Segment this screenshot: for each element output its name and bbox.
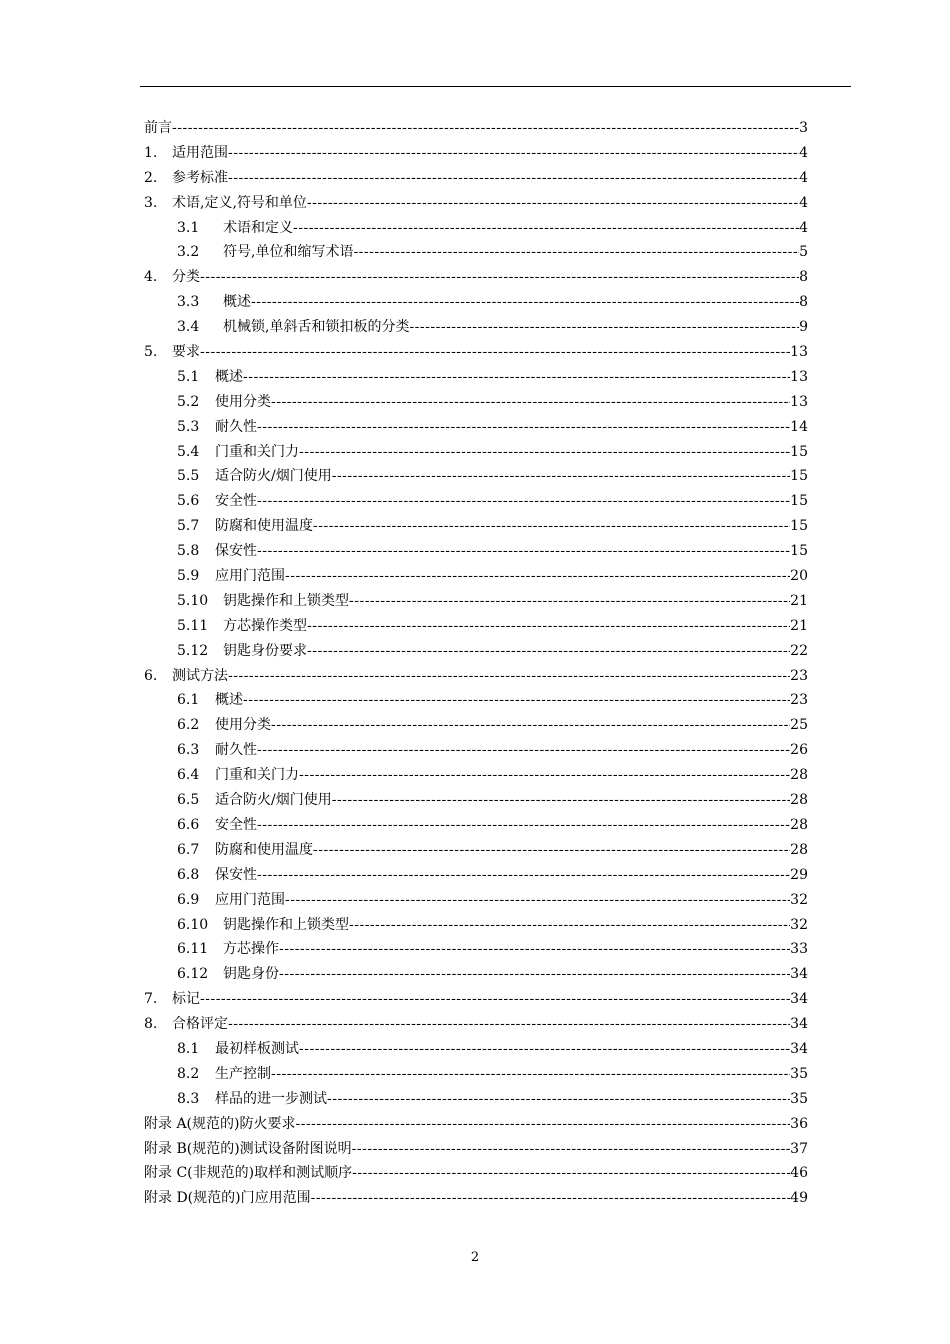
toc-entry (0, 913, 950, 938)
toc-entry-page: 28 (790, 816, 808, 833)
toc-entry (0, 863, 950, 888)
toc-entry-title: 概述 (223, 294, 251, 311)
toc-entry-title: 保安性 (215, 866, 257, 883)
toc-entry (0, 240, 950, 265)
toc-leader-dashes (257, 415, 790, 440)
toc-entry-number: 6.1 (177, 692, 200, 709)
toc-leader-dashes (285, 888, 790, 913)
toc-entry-page: 23 (790, 667, 808, 684)
toc-entry (0, 987, 950, 1012)
toc-leader-dashes (228, 166, 799, 191)
toc-entry-title: 术语和定义 (223, 219, 293, 236)
toc-entry-title: 前言 (144, 120, 172, 136)
toc-entry (0, 415, 950, 440)
toc-entry (0, 688, 950, 713)
toc-leader-dashes (307, 639, 790, 664)
toc-entry-title: 概述 (215, 368, 243, 385)
toc-entry (0, 614, 950, 639)
table-of-contents (0, 116, 950, 1211)
toc-leader-dashes (228, 141, 799, 166)
toc-entry-number: 5.8 (177, 543, 200, 560)
toc-leader-dashes (352, 1137, 791, 1162)
toc-leader-dashes (279, 937, 790, 962)
toc-entry-number: 3.4 (177, 319, 200, 336)
toc-entry-page: 4 (799, 194, 808, 211)
toc-entry-page: 14 (790, 418, 808, 435)
toc-entry (0, 664, 950, 689)
toc-entry-page: 34 (790, 966, 808, 983)
toc-entry-title: 应用门范围 (215, 891, 285, 908)
toc-leader-dashes (243, 365, 790, 390)
toc-entry-page: 4 (799, 169, 808, 186)
toc-entry-title: 附录 C(非规范的)取样和测试顺序 (144, 1165, 353, 1182)
toc-entry-number: 5.9 (177, 568, 200, 585)
toc-entry-number: 6.9 (177, 891, 200, 908)
toc-entry-number: 3.2 (177, 244, 200, 261)
toc-entry-title: 门重和关门力 (215, 443, 299, 460)
toc-entry-number: 6.2 (177, 717, 200, 734)
toc-entry (0, 888, 950, 913)
toc-entry (0, 962, 950, 987)
toc-entry-number: 5.7 (177, 518, 200, 535)
toc-entry-page: 15 (790, 493, 808, 510)
toc-entry (0, 315, 950, 340)
toc-entry-number: 6.6 (177, 816, 200, 833)
toc-entry-page: 29 (790, 866, 808, 883)
toc-leader-dashes (172, 116, 799, 141)
toc-entry-title: 使用分类 (215, 717, 271, 734)
toc-entry-page: 34 (790, 1040, 808, 1057)
toc-entry (0, 1161, 950, 1186)
toc-leader-dashes (349, 589, 790, 614)
toc-entry-page: 36 (790, 1115, 808, 1132)
toc-entry-page: 13 (790, 344, 808, 361)
toc-leader-dashes (257, 738, 790, 763)
toc-entry-page: 8 (799, 269, 808, 286)
toc-entry-page: 23 (790, 692, 808, 709)
toc-entry-page: 28 (790, 792, 808, 809)
toc-entry (0, 738, 950, 763)
toc-entry-page: 37 (790, 1140, 808, 1157)
toc-entry-title: 概述 (215, 692, 243, 709)
toc-leader-dashes (299, 440, 790, 465)
toc-entry-page: 15 (790, 518, 808, 535)
toc-leader-dashes (307, 191, 799, 216)
toc-entry (0, 191, 950, 216)
toc-entry (0, 216, 950, 241)
toc-entry-page: 15 (790, 468, 808, 485)
toc-entry-title: 标记 (172, 991, 200, 1008)
toc-leader-dashes (327, 1087, 790, 1112)
header-rule (140, 86, 851, 87)
toc-entry (0, 116, 950, 141)
toc-entry-page: 21 (790, 617, 808, 634)
toc-entry-title: 附录 B(规范的)测试设备附图说明 (144, 1140, 352, 1157)
toc-entry-page: 13 (790, 393, 808, 410)
toc-entry-title: 应用门范围 (215, 568, 285, 585)
toc-leader-dashes (279, 962, 790, 987)
toc-entry-number: 6.10 (177, 916, 209, 933)
toc-entry-number: 6. (144, 667, 158, 684)
toc-leader-dashes (271, 390, 790, 415)
toc-entry (0, 589, 950, 614)
toc-entry-page: 32 (790, 891, 808, 908)
toc-entry-page: 46 (790, 1165, 808, 1182)
toc-leader-dashes (257, 539, 790, 564)
toc-leader-dashes (271, 1062, 790, 1087)
toc-entry-page: 49 (790, 1190, 808, 1207)
toc-entry (0, 564, 950, 589)
toc-entry-page: 34 (790, 991, 808, 1008)
toc-leader-dashes (299, 1037, 790, 1062)
toc-entry-page: 15 (790, 543, 808, 560)
toc-entry-title: 保安性 (215, 543, 257, 560)
toc-entry (0, 1112, 950, 1137)
toc-leader-dashes (228, 1012, 790, 1037)
toc-entry-title: 安全性 (215, 493, 257, 510)
toc-entry-title: 参考标准 (172, 169, 228, 186)
toc-entry (0, 390, 950, 415)
toc-entry-title: 分类 (172, 269, 200, 286)
toc-entry-page: 35 (790, 1065, 808, 1082)
toc-entry-title: 钥匙操作和上锁类型 (223, 916, 349, 933)
toc-entry-number: 5.11 (177, 617, 209, 634)
toc-leader-dashes (285, 564, 790, 589)
toc-entry (0, 713, 950, 738)
toc-entry-page: 4 (799, 144, 808, 161)
toc-entry-title: 附录 D(规范的)门应用范围 (144, 1190, 311, 1207)
toc-entry-title: 机械锁,单斜舌和锁扣板的分类 (223, 319, 410, 336)
toc-entry (0, 639, 950, 664)
toc-entry-title: 符号,单位和缩写术语 (223, 244, 354, 261)
toc-entry-title: 要求 (172, 344, 200, 361)
toc-entry-page: 28 (790, 841, 808, 858)
toc-leader-dashes (409, 315, 799, 340)
toc-entry-number: 6.4 (177, 767, 200, 784)
toc-entry (0, 166, 950, 191)
toc-entry-title: 适合防火/烟门使用 (215, 792, 332, 809)
toc-entry-title: 钥匙操作和上锁类型 (223, 592, 349, 609)
toc-entry (0, 440, 950, 465)
toc-leader-dashes (200, 987, 790, 1012)
toc-entry (0, 265, 950, 290)
toc-entry-title: 耐久性 (215, 418, 257, 435)
toc-entry-page: 22 (790, 642, 808, 659)
toc-leader-dashes (257, 813, 790, 838)
toc-entry-number: 5.2 (177, 393, 200, 410)
toc-entry-title: 防腐和使用温度 (215, 841, 313, 858)
toc-leader-dashes (349, 913, 790, 938)
toc-entry (0, 290, 950, 315)
toc-leader-dashes (307, 614, 790, 639)
toc-entry-number: 4. (144, 269, 158, 286)
toc-entry-number: 3.3 (177, 294, 200, 311)
toc-entry-number: 8.3 (177, 1090, 200, 1107)
toc-entry-page: 3 (799, 120, 808, 136)
toc-entry (0, 514, 950, 539)
toc-entry-page: 9 (799, 319, 808, 336)
toc-entry-title: 最初样板测试 (215, 1040, 299, 1057)
toc-entry-page: 13 (790, 368, 808, 385)
page-number: 2 (470, 1250, 480, 1265)
toc-entry-title: 安全性 (215, 816, 257, 833)
toc-entry-number: 5.5 (177, 468, 200, 485)
toc-entry-title: 方芯操作类型 (223, 617, 307, 634)
toc-entry-number: 5.10 (177, 592, 209, 609)
toc-entry (0, 464, 950, 489)
toc-leader-dashes (243, 688, 790, 713)
toc-entry-title: 测试方法 (172, 667, 228, 684)
toc-entry (0, 763, 950, 788)
toc-leader-dashes (352, 1161, 790, 1186)
toc-entry-number: 8.2 (177, 1065, 200, 1082)
toc-entry-page: 25 (790, 717, 808, 734)
toc-entry (0, 937, 950, 962)
toc-entry-number: 5.3 (177, 418, 200, 435)
toc-entry-number: 5.4 (177, 443, 200, 460)
toc-entry-title: 耐久性 (215, 742, 257, 759)
toc-entry-title: 方芯操作 (223, 941, 279, 958)
toc-entry-number: 5. (144, 344, 158, 361)
toc-entry-number: 8.1 (177, 1040, 200, 1057)
toc-entry-title: 钥匙身份要求 (223, 642, 307, 659)
toc-entry-title: 合格评定 (172, 1016, 228, 1033)
toc-entry-title: 防腐和使用温度 (215, 518, 313, 535)
toc-leader-dashes (251, 290, 799, 315)
toc-entry (0, 1012, 950, 1037)
toc-entry-page: 21 (790, 592, 808, 609)
toc-entry-page: 33 (790, 941, 808, 958)
toc-entry-page: 32 (790, 916, 808, 933)
toc-entry (0, 340, 950, 365)
toc-entry-number: 6.5 (177, 792, 200, 809)
toc-entry-title: 附录 A(规范的)防火要求 (144, 1115, 296, 1132)
toc-leader-dashes (295, 1112, 790, 1137)
toc-entry-title: 适用范围 (172, 144, 228, 161)
toc-entry-page: 35 (790, 1090, 808, 1107)
toc-leader-dashes (299, 763, 790, 788)
toc-entry-number: 3. (144, 194, 158, 211)
toc-entry-number: 6.12 (177, 966, 209, 983)
toc-entry (0, 813, 950, 838)
toc-leader-dashes (332, 464, 790, 489)
toc-entry-page: 20 (790, 568, 808, 585)
toc-entry-page: 34 (790, 1016, 808, 1033)
toc-entry-number: 7. (144, 991, 158, 1008)
toc-entry-number: 3.1 (177, 219, 200, 236)
toc-entry-number: 2. (144, 169, 158, 186)
toc-entry-page: 15 (790, 443, 808, 460)
toc-leader-dashes (353, 240, 799, 265)
toc-entry (0, 1062, 950, 1087)
toc-entry (0, 1186, 950, 1211)
toc-entry (0, 1037, 950, 1062)
toc-entry-number: 5.1 (177, 368, 200, 385)
toc-leader-dashes (200, 265, 799, 290)
toc-entry-title: 适合防火/烟门使用 (215, 468, 332, 485)
toc-entry-page: 8 (799, 294, 808, 311)
toc-entry (0, 1137, 950, 1162)
toc-entry (0, 838, 950, 863)
toc-leader-dashes (271, 713, 790, 738)
toc-entry-number: 1. (144, 144, 158, 161)
toc-leader-dashes (257, 489, 790, 514)
toc-entry (0, 788, 950, 813)
toc-entry-title: 使用分类 (215, 393, 271, 410)
toc-entry-number: 6.7 (177, 841, 200, 858)
toc-entry-title: 样品的进一步测试 (215, 1090, 327, 1107)
toc-entry-title: 生产控制 (215, 1065, 271, 1082)
toc-entry (0, 489, 950, 514)
toc-entry-number: 8. (144, 1016, 158, 1033)
toc-entry-page: 26 (790, 742, 808, 759)
toc-entry-number: 5.6 (177, 493, 200, 510)
toc-entry-page: 4 (799, 219, 808, 236)
toc-entry-number: 6.11 (177, 941, 209, 958)
toc-leader-dashes (200, 340, 790, 365)
toc-entry (0, 141, 950, 166)
toc-leader-dashes (228, 664, 790, 689)
toc-leader-dashes (313, 514, 790, 539)
toc-entry-number: 5.12 (177, 642, 209, 659)
toc-entry-title: 术语,定义,符号和单位 (172, 194, 307, 211)
toc-entry (0, 365, 950, 390)
toc-entry-number: 6.8 (177, 866, 200, 883)
toc-entry-number: 6.3 (177, 742, 200, 759)
toc-entry (0, 539, 950, 564)
toc-leader-dashes (311, 1186, 791, 1211)
toc-entry-title: 钥匙身份 (223, 966, 279, 983)
toc-leader-dashes (332, 788, 790, 813)
toc-entry-page: 28 (790, 767, 808, 784)
toc-entry (0, 1087, 950, 1112)
toc-leader-dashes (257, 863, 790, 888)
toc-entry-title: 门重和关门力 (215, 767, 299, 784)
toc-entry-page: 5 (799, 244, 808, 261)
toc-leader-dashes (313, 838, 790, 863)
toc-leader-dashes (293, 216, 799, 241)
